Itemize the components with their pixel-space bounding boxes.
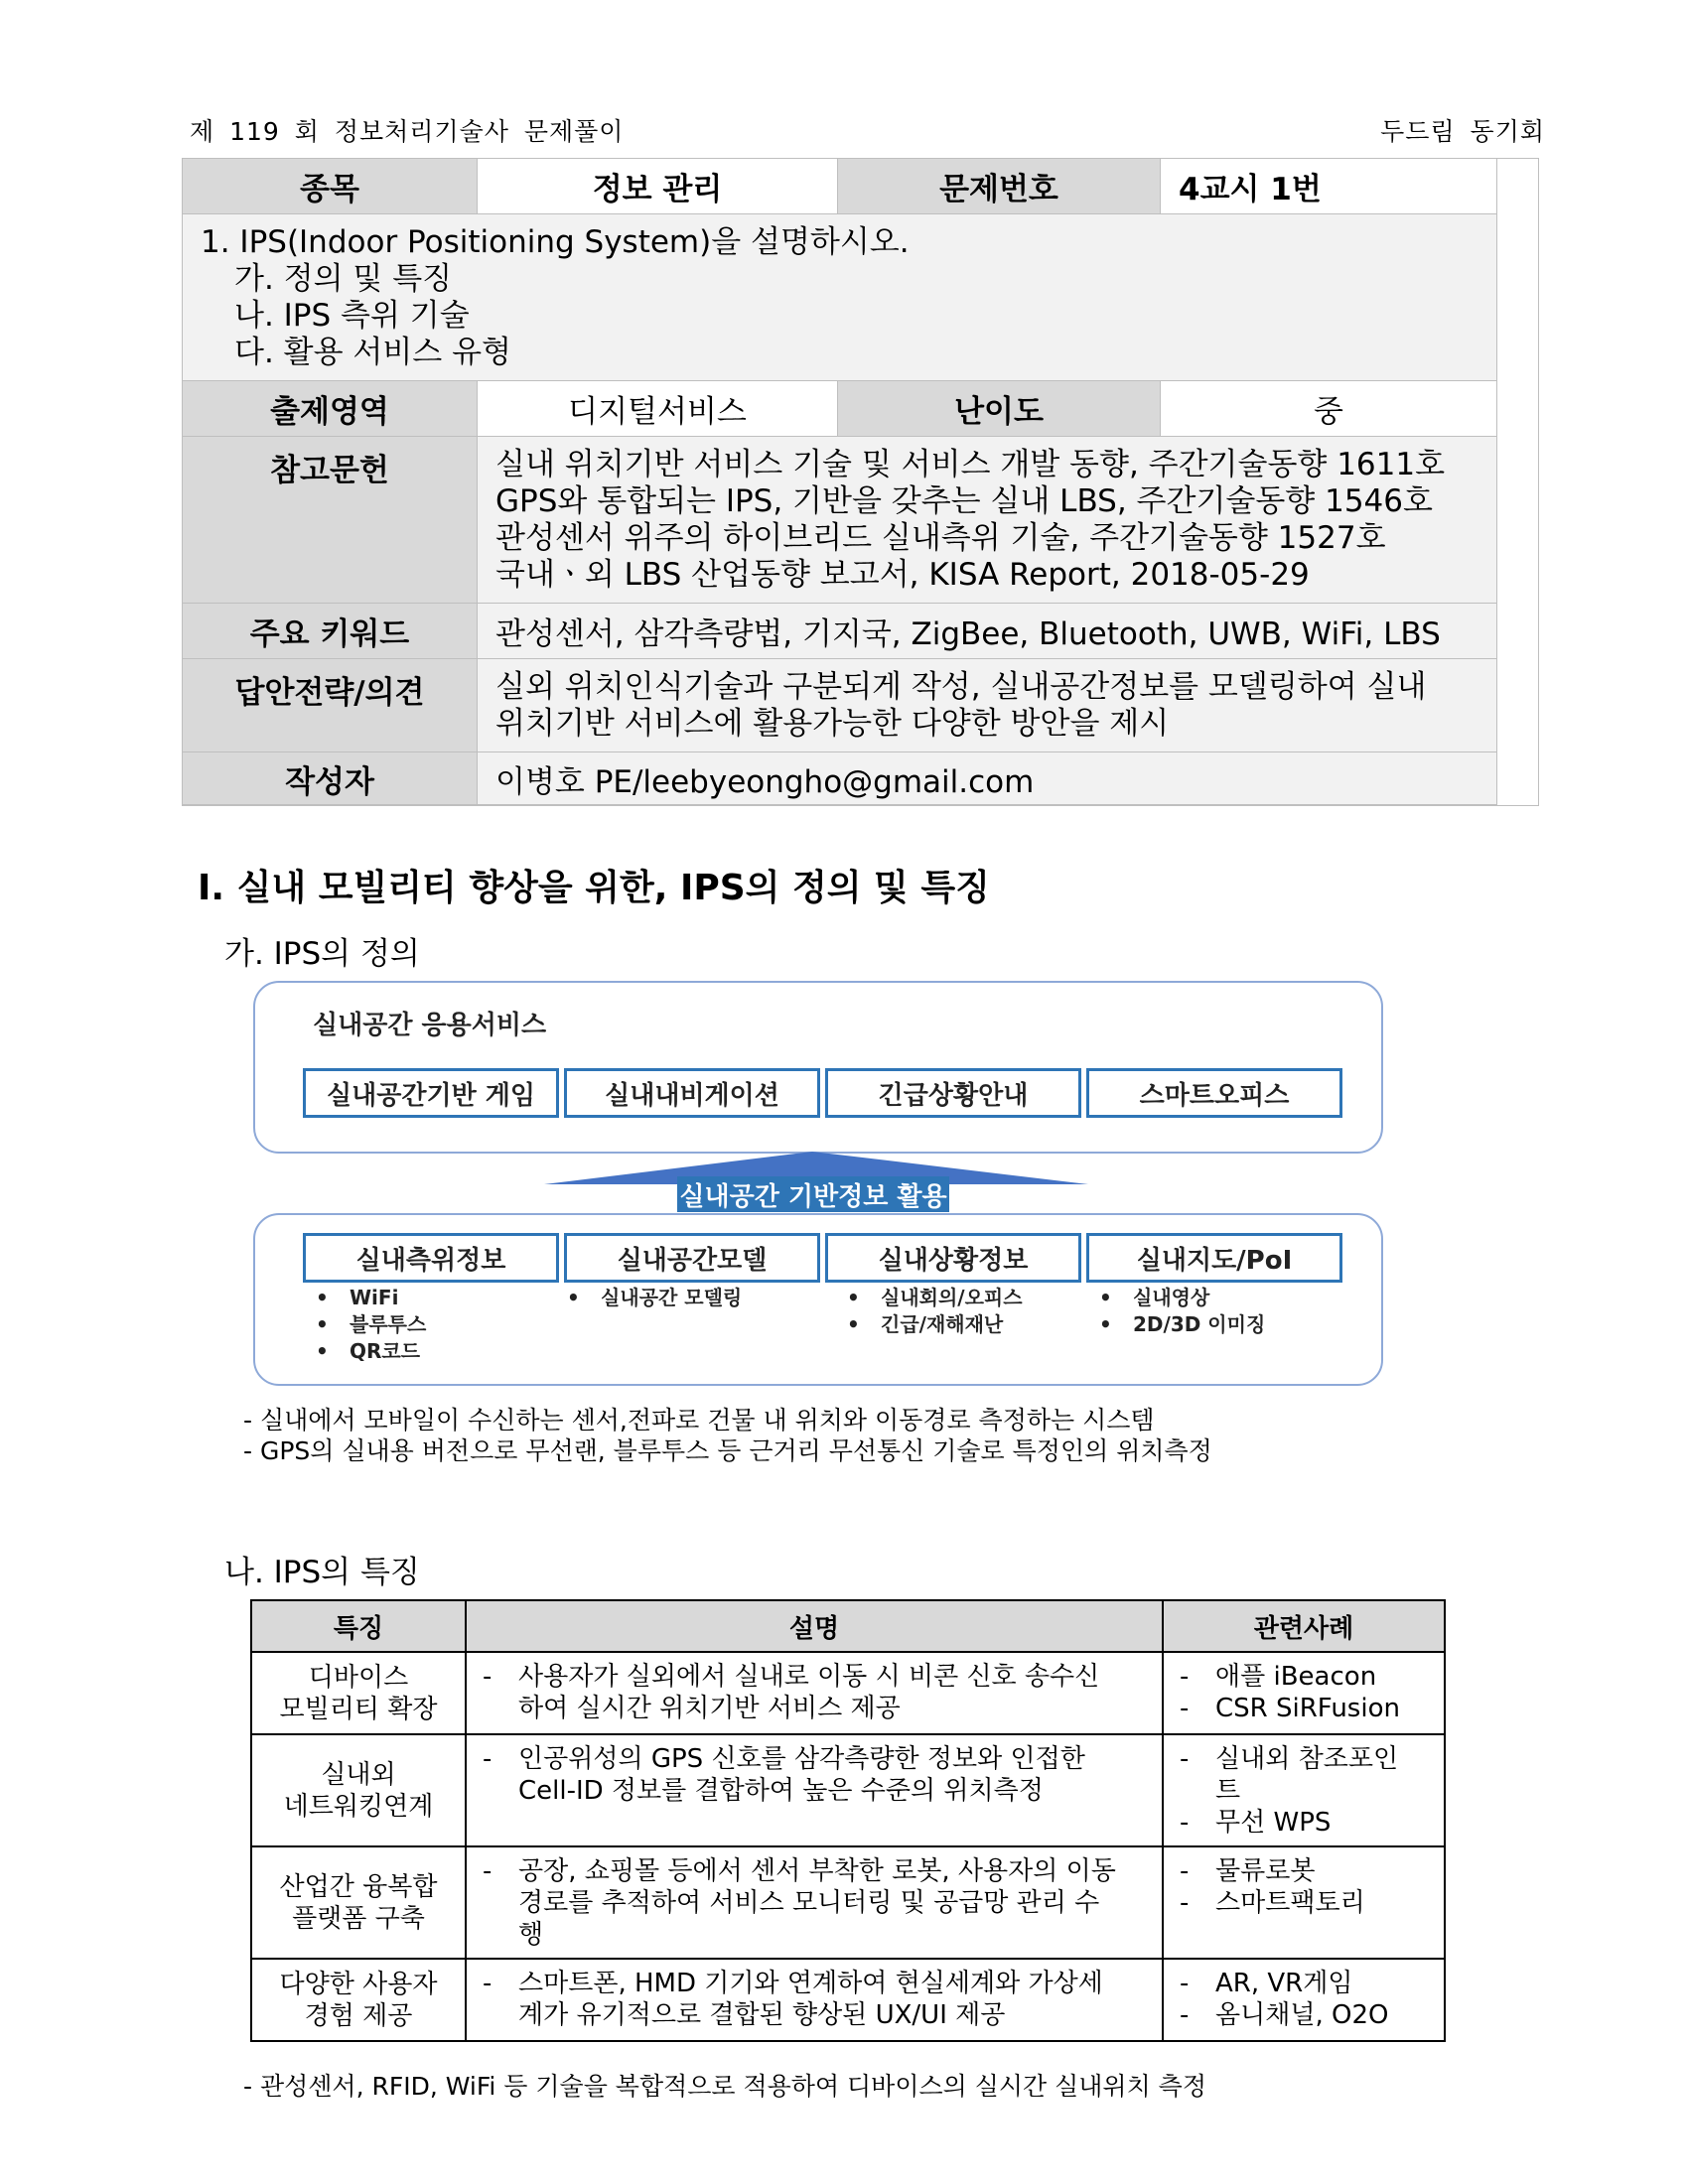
category-value: 정보 관리 <box>478 159 838 214</box>
table-row <box>251 1959 1445 2041</box>
feature-cell <box>251 1959 466 2041</box>
feature-line: 네트워킹연계 <box>283 1791 434 1822</box>
label-category: 종목 <box>183 159 478 214</box>
list-item: • 실내공간 모델링 <box>567 1285 742 1311</box>
feature-table <box>250 1599 1446 2042</box>
case-item: 실내외 참조포인 <box>1215 1744 1399 1774</box>
label-author: 작성자 <box>183 752 478 805</box>
list-item: • 2D/3D 이미징 <box>1099 1311 1265 1338</box>
strategy-line: 실외 위치인식기술과 구분되게 작성, 실내공간정보를 모델링하여 실내 <box>495 668 1427 705</box>
application-services-title: 실내공간 응용서비스 <box>313 1011 547 1040</box>
column-header: 특징 <box>251 1600 466 1652</box>
list-item: • 긴급/재해재난 <box>847 1311 1023 1338</box>
service-box-game: 실내공간기반 게임 <box>303 1068 559 1118</box>
question-item: 다. 활용 서비스 유형 <box>234 334 511 370</box>
feature-line: 디바이스 <box>308 1662 409 1693</box>
feature-cell <box>251 1652 466 1734</box>
info-box-positioning: 실내측위정보 <box>303 1233 559 1283</box>
cases-cell: - 실내외 참조포인 트 - 무선 WPS <box>1163 1734 1445 1846</box>
description-line: 인공위성의 GPS 신호를 삼각측량한 정보와 인접한 <box>518 1744 1085 1774</box>
definition-bullets <box>243 1405 1212 1466</box>
service-box-emergency: 긴급상황안내 <box>825 1068 1081 1118</box>
positioning-list <box>316 1285 426 1365</box>
info-box-space-model: 실내공간모델 <box>564 1233 820 1283</box>
case-item: 옴니채널, O2O <box>1215 2000 1389 2030</box>
description-line: Cell-ID 정보를 결합하여 높은 수준의 위치측정 <box>518 1776 1044 1806</box>
case-item: 물류로봇 <box>1215 1856 1316 1886</box>
strategy-line: 위치기반 서비스에 활용가능한 다양한 방안을 제시 <box>495 705 1170 742</box>
table-row <box>251 1846 1445 1959</box>
question-text: 1. IPS(Indoor Positioning System)을 설명하시오. <box>201 223 910 260</box>
description-line: 계가 유기적으로 결합된 향상된 UX/UI 제공 <box>518 2000 1006 2030</box>
reference-item: GPS와 통합되는 IPS, 기반을 갖추는 실내 LBS, 주간기술동향 1546호 <box>495 482 1433 519</box>
case-item: 스마트팩토리 <box>1215 1888 1365 1918</box>
info-box-situation: 실내상황정보 <box>825 1233 1081 1283</box>
keywords-value: 관성센서, 삼각측량법, 기지국, ZigBee, Bluetooth, UWB, WiFi, LBS <box>478 604 1497 659</box>
label-area: 출제영역 <box>183 381 478 437</box>
table-row <box>251 1734 1445 1846</box>
page-header-title: 제 119 회 정보처리기술사 문제풀이 <box>190 117 625 146</box>
feature-line: 경험 제공 <box>304 2000 413 2031</box>
feature-line: 실내외 <box>321 1759 396 1790</box>
description-cell: - 스마트폰, HMD 기기와 연계하여 현실세계와 가상세 계가 유기적으로 결합된 향상된 UX/UI 제공 <box>466 1959 1163 2041</box>
feature-cell <box>251 1734 466 1846</box>
question-item: 나. IPS 측위 기술 <box>234 297 470 334</box>
column-header: 관련사례 <box>1163 1600 1445 1652</box>
question-item: 가. 정의 및 특징 <box>234 260 453 297</box>
list-item: • 실내회의/오피스 <box>847 1285 1023 1311</box>
situation-list <box>847 1285 1023 1338</box>
service-box-navigation: 실내내비게이션 <box>564 1068 820 1118</box>
description-line: 스마트폰, HMD 기기와 연계하여 현실세계와 가상세 <box>518 1969 1103 1998</box>
difficulty-value: 중 <box>1161 381 1497 437</box>
label-keywords: 주요 키워드 <box>183 604 478 659</box>
label-difficulty: 난이도 <box>838 381 1161 437</box>
case-item: 트 <box>1215 1776 1241 1806</box>
page-header-group: 두드림 동기회 <box>1380 117 1545 146</box>
reference-item: 국내ㆍ외 LBS 산업동향 보고서, KISA Report, 2018-05-29 <box>495 556 1310 593</box>
list-item: • QR코드 <box>316 1338 426 1365</box>
description-line: 공장, 쇼핑몰 등에서 센서 부착한 로봇, 사용자의 이동 <box>518 1856 1116 1886</box>
space-model-list <box>567 1285 742 1311</box>
description-cell: - 사용자가 실외에서 실내로 이동 시 비콘 신호 송수신 하여 실시간 위치기반 서비스 제공 <box>466 1652 1163 1734</box>
description-line: 행 <box>518 1920 544 1950</box>
case-item: 애플 iBeacon <box>1215 1662 1377 1692</box>
label-problem-no: 문제번호 <box>838 159 1161 214</box>
description-line: 경로를 추적하여 서비스 모니터링 및 공급망 관리 수 <box>518 1888 1100 1918</box>
feature-cell <box>251 1846 466 1959</box>
section-title: I. 실내 모빌리티 향상을 위한, IPS의 정의 및 특징 <box>198 868 990 908</box>
label-references: 참고문헌 <box>183 437 478 604</box>
description-cell: - 인공위성의 GPS 신호를 삼각측량한 정보와 인접한 Cell-ID 정보를 결합하여 높은 수준의 위치측정 <box>466 1734 1163 1846</box>
reference-item: 관성센서 위주의 하이브리드 실내측위 기술, 주간기술동향 1527호 <box>495 519 1386 556</box>
author-value: 이병호 PE/leebyeongho@gmail.com <box>478 752 1497 805</box>
problem-no-value: 4교시 1번 <box>1161 159 1497 214</box>
feature-line: 다양한 사용자 <box>279 1969 438 1999</box>
feature-line: 모빌리티 확장 <box>279 1694 438 1724</box>
feature-line: 플랫폼 구축 <box>292 1903 425 1934</box>
cases-cell: - 물류로봇 - 스마트팩토리 <box>1163 1846 1445 1959</box>
column-header: 설명 <box>466 1600 1163 1652</box>
reference-item: 실내 위치기반 서비스 기술 및 서비스 개발 동향, 주간기술동향 1611호 <box>495 446 1446 482</box>
case-item: AR, VR게임 <box>1215 1969 1353 1998</box>
subsection-title-definition: 가. IPS의 정의 <box>224 936 420 972</box>
cases-cell: - AR, VR게임 - 옴니채널, O2O <box>1163 1959 1445 2041</box>
arrow-label: 실내공간 기반정보 활용 <box>677 1176 949 1212</box>
description-cell: - 공장, 쇼핑몰 등에서 센서 부착한 로봇, 사용자의 이동 경로를 추적하여 서비스 모니터링 및 공급망 관리 수 행 <box>466 1846 1163 1959</box>
list-item: • 실내영상 <box>1099 1285 1265 1311</box>
case-item: 무선 WPS <box>1215 1808 1332 1838</box>
info-box-map-poi: 실내지도/PoI <box>1086 1233 1342 1283</box>
description-line: 하여 실시간 위치기반 서비스 제공 <box>518 1694 901 1723</box>
feature-line: 산업간 융복합 <box>279 1871 438 1902</box>
area-value: 디지털서비스 <box>478 381 838 437</box>
cases-cell: - 애플 iBeacon - CSR SiRFusion <box>1163 1652 1445 1734</box>
table-row <box>251 1652 1445 1734</box>
service-box-smart-office: 스마트오피스 <box>1086 1068 1342 1118</box>
list-item: • WiFi <box>316 1285 426 1311</box>
map-poi-list <box>1099 1285 1265 1338</box>
description-line: 사용자가 실외에서 실내로 이동 시 비콘 신호 송수신 <box>518 1662 1100 1692</box>
bullet-line: - 실내에서 모바일이 수신하는 센서,전파로 건물 내 위치와 이동경로 측정하는 시스템 <box>243 1406 1155 1434</box>
bullet-line: - GPS의 실내용 버전으로 무선랜, 블루투스 등 근거리 무선통신 기술로 특정인의 위치측정 <box>243 1436 1212 1465</box>
closing-note: - 관성센서, RFID, WiFi 등 기술을 복합적으로 적용하여 디바이스의 실시간 실내위치 측정 <box>243 2072 1206 2101</box>
label-strategy: 답안전략/의견 <box>183 659 478 752</box>
list-item: • 블루투스 <box>316 1311 426 1338</box>
case-item: CSR SiRFusion <box>1215 1694 1400 1723</box>
subsection-title-features: 나. IPS의 특징 <box>224 1555 420 1590</box>
